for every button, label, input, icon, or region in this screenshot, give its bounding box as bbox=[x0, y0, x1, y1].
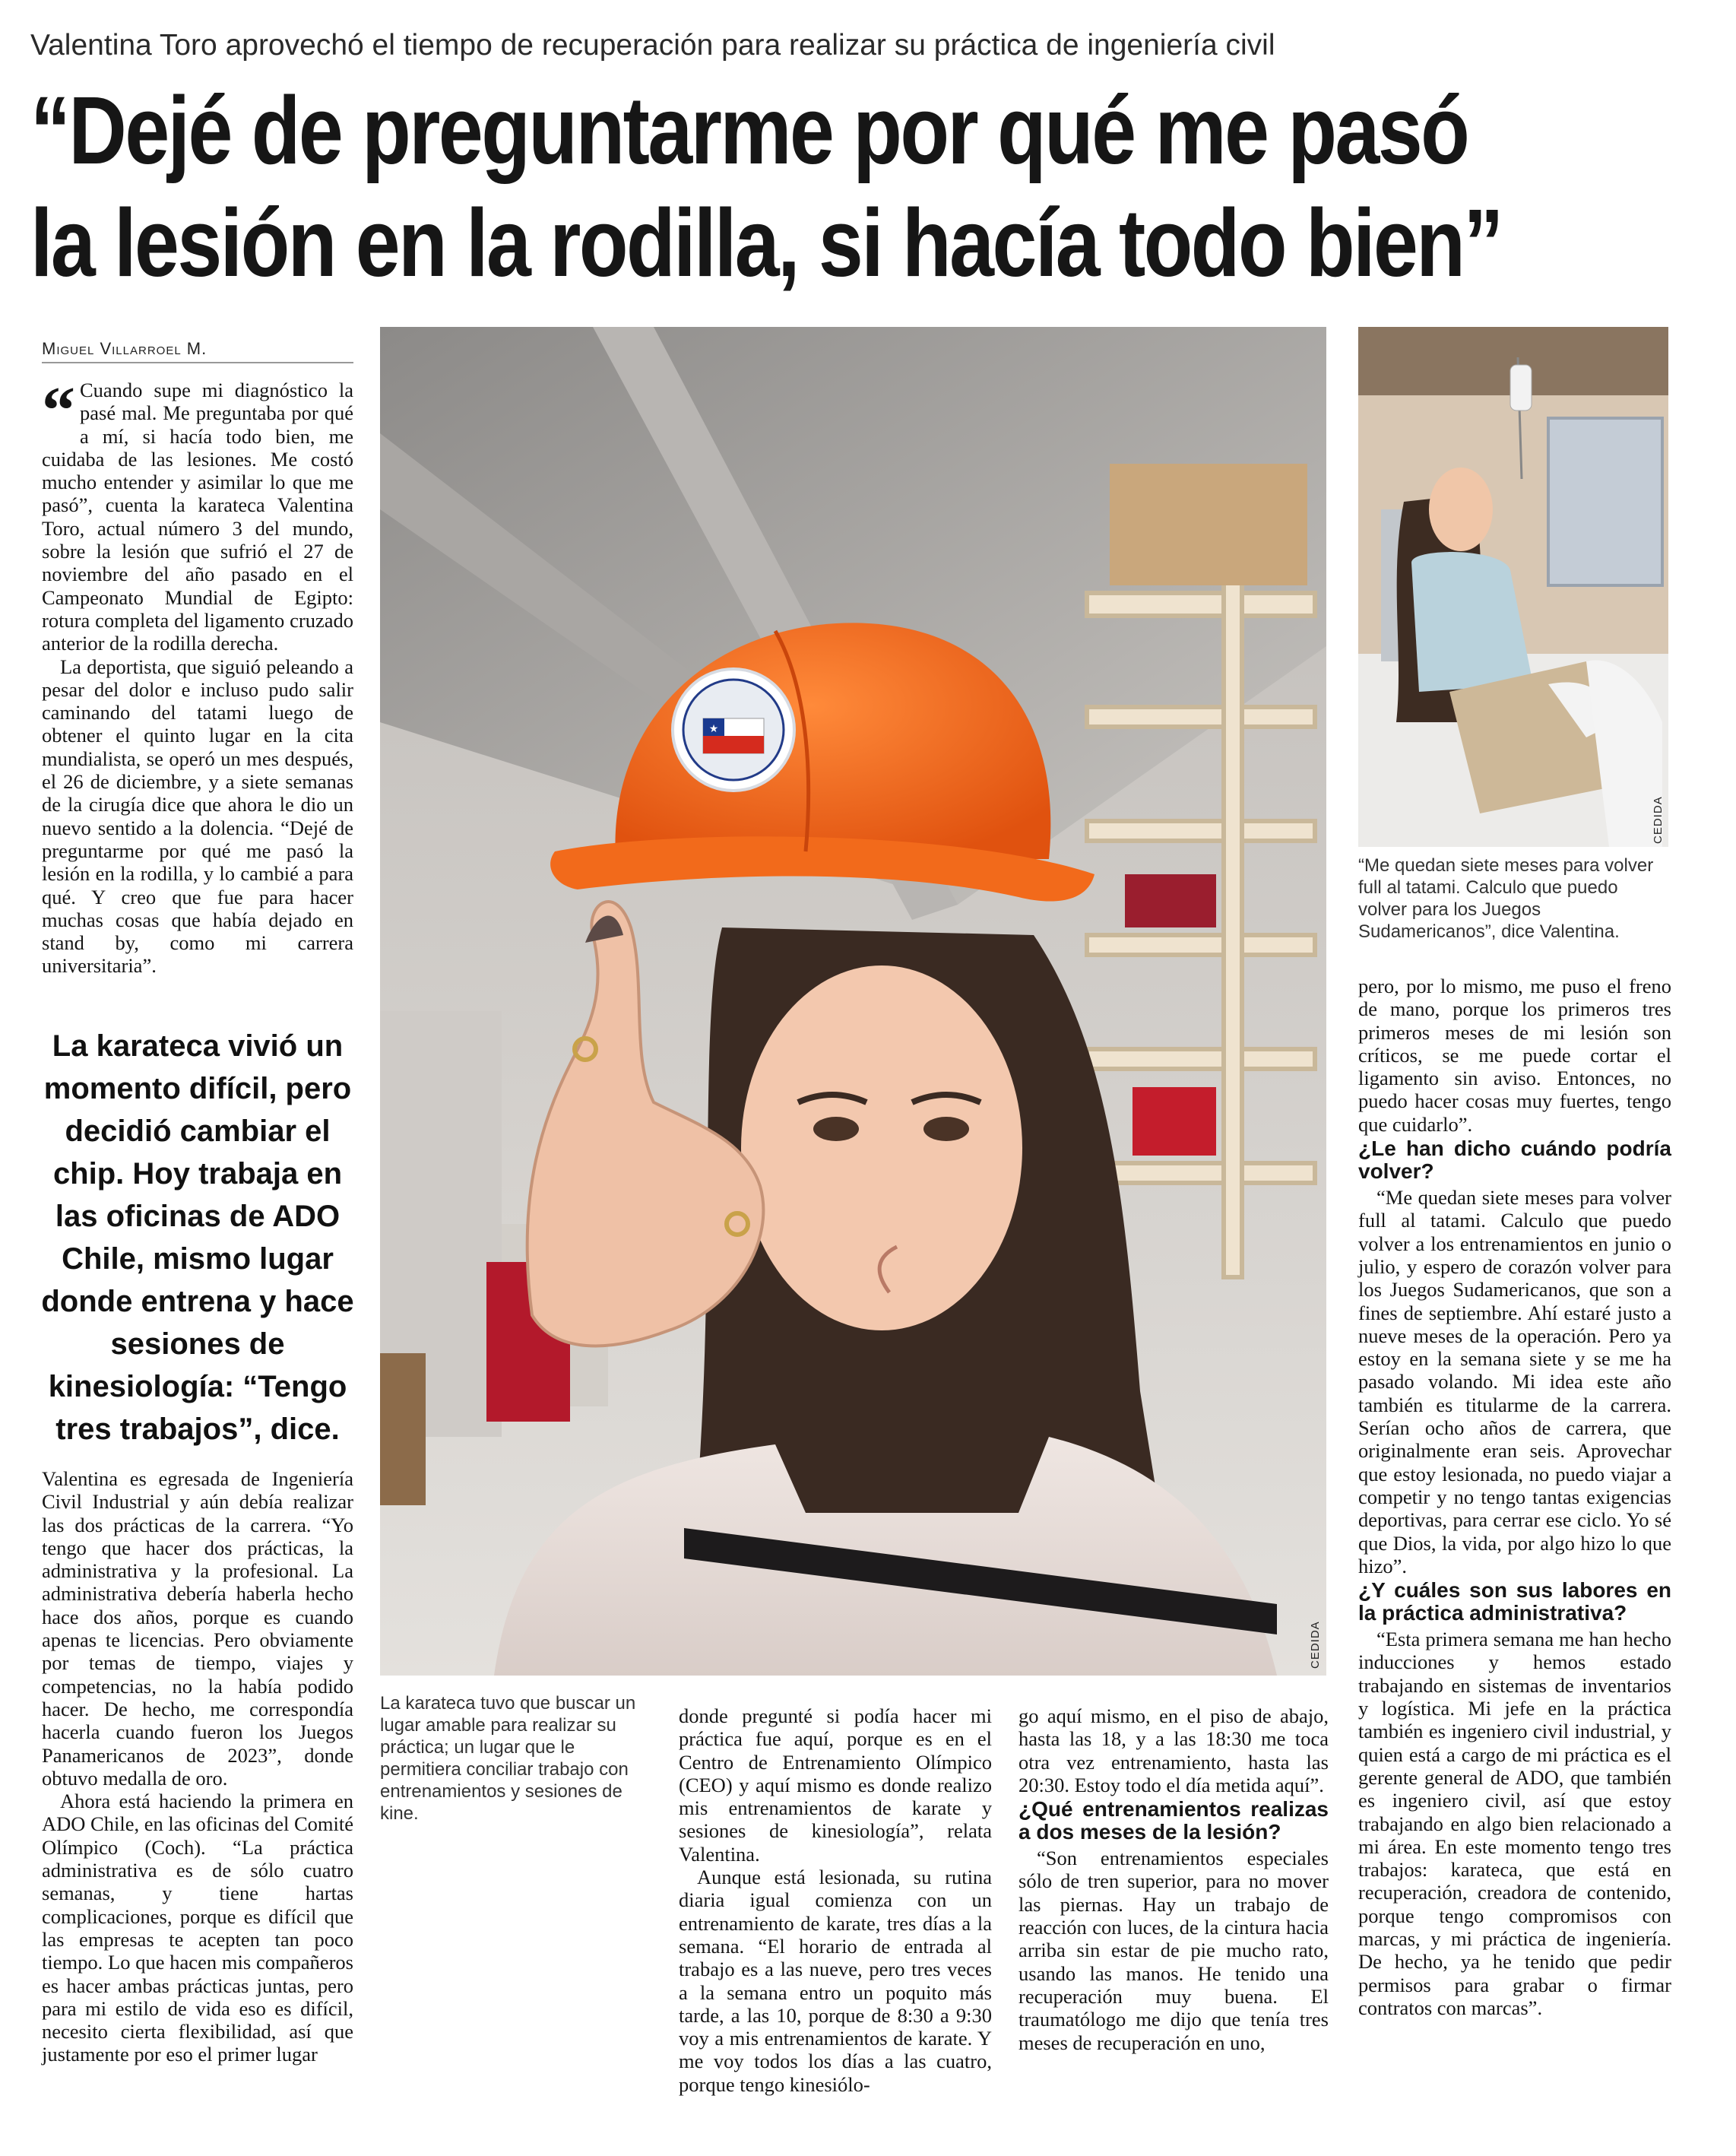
paragraph: “Son entrenamientos especiales sólo de tren superior, para no mover las piernas. Hay un trabajo de reacción con luces, de la cintura hacia arriba sin estar de pie mucho rato, usando las manos. He tenido una recuperación muy buena. El traumatólogo me dijo que tenía tres meses de recuperación en uno, bbox=[1018, 1847, 1329, 2054]
photo-credit: CEDIDA bbox=[1309, 1621, 1322, 1669]
headline bbox=[30, 75, 1502, 300]
paragraph: go aquí mismo, en el piso de abajo, hasta las 18, y a las 18:30 me toca otra vez entrenamiento, hasta las 20:30. Estoy todo el día metida aquí”. bbox=[1018, 1704, 1329, 1796]
byline-rule bbox=[42, 362, 353, 363]
headline-line-2: la lesión en la rodilla, si hacía todo bien” bbox=[30, 189, 1502, 296]
paragraph: Aunque está lesionada, su rutina diaria igual comienza con un entrenamiento de karate, tres días a la semana. “El horario de entrada al trabajo es a las nueve, pero tres veces a la semana entro un poquito más tarde, a las 10, porque de 8:30 a 9:30 voy a mis entrenamientos de karate. Y me voy todos los días a las cuatro, porque tengo kinesiólo- bbox=[679, 1866, 992, 2096]
paragraph: La deportista, que siguió peleando a pesar del dolor e incluso pudo salir caminando del tatami luego de obtener el quinto lugar en la cita mundialista, se operó un mes después, el 26 de diciembre, y a siete semanas de la cirugía dice que ahora le dio un nuevo sentido a la dolencia. “Dejé de preguntarme por qué me pasó la lesión en la rodilla, y lo cambié a para qué. Y creo que fue para hacer muchas cosas que había dejado en stand by, como mi carrera universitaria”. bbox=[42, 655, 353, 978]
paragraph: “Esta primera semana me han hecho inducciones y hemos estado trabajando en sistemas de inventarios y logística. Mi jefe en la práctica también es ingeniero civil industrial, y quien está a cargo de mi práctica es el gerente general de ADO, que también es ingeniero civil, así que estoy trabajando en algo bien relacionado a mi área. En este momento tengo tres trabajos: karateca, que está en recuperación, creadora de contenido, porque tengo compromisos con marcas, y mi práctica de ingeniería. De hecho, ya he tenido que pedir permisos para grabar o firmar contratos con marcas”. bbox=[1358, 1628, 1671, 2019]
drop-quote-mark: “ bbox=[42, 374, 75, 448]
column-1-top bbox=[42, 374, 353, 978]
side-photo-caption: “Me quedan siete meses para volver full al tatami. Calculo que puedo volver para los Juegos Sudamericanos”, dice Valentina. bbox=[1358, 855, 1654, 942]
main-photo-illustration bbox=[380, 327, 1326, 1676]
hospital-photo-illustration bbox=[1358, 327, 1668, 847]
kicker: Valentina Toro aprovechó el tiempo de recuperación para realizar su práctica de ingeniería civil bbox=[30, 29, 1275, 62]
paragraph: Cuando supe mi diagnóstico la pasé mal. Me preguntaba por qué a mí, si hacía todo bien, me cuidaba de las lesiones. Me costó mucho entender y asimilar lo que me pasó”, cuenta la karateca Valentina Toro, actual número 3 del mundo, sobre la lesión que sufrió el 27 de noviembre del año pasado en el Campeonato Mundial de Egipto: rotura completa del ligamento cruzado anterior de la rodilla derecha. bbox=[42, 379, 353, 655]
svg-text:★: ★ bbox=[708, 723, 719, 735]
pull-quote: La karateca vivió un momento difícil, pero decidió cambiar el chip. Hoy trabaja en las oficinas de ADO Chile, mismo lugar donde entrena y hace sesiones de kinesiología: “Tengo tres trabajos”, dice. bbox=[41, 1029, 354, 1446]
paragraph: Ahora está haciendo la primera en ADO Chile, en las oficinas del Comité Olímpico (Coch). “La práctica administrativa es de sólo cuatro semanas, y tiene hartas complicaciones, porque es difícil que las empresas te acepten tan poco tiempo. Lo que hacen mis compañeros es hacer ambas prácticas juntas, pero para mi estilo de vida eso es difícil, necesito cierta flexibilidad, así que justamente por eso el primer lugar bbox=[42, 1790, 353, 2066]
interview-question: ¿Y cuáles son sus labores en la práctica administrativa? bbox=[1358, 1578, 1671, 1625]
paragraph: “Me quedan siete meses para volver full al tatami. Calculo que puedo volver a los entrenamientos en junio o julio, y espero de corazón volver para los Juegos Sudamericanos, que son a fines de septiembre. Ahí estaré justo a nueve meses de la operación. Pero ya estoy en la semana siete y se me ha pasado volando. Mi idea este año también es titularme de la carrera. Serían ocho años de carrera, que originalmente eran seis. Aprovechar que estoy lesionada, no puedo viajar a competir y no tengo tantas exigencias deportivas, para cerrar ese ciclo. Yo sé que Dios, la vida, por algo hizo lo que hizo”. bbox=[1358, 1186, 1671, 1577]
side-photo-credit: CEDIDA bbox=[1652, 796, 1665, 844]
column-4 bbox=[1358, 975, 1671, 2019]
column-1-bottom bbox=[42, 1467, 353, 2066]
column-3 bbox=[1018, 1704, 1329, 2054]
hospital-photo bbox=[1358, 327, 1668, 847]
interview-question: ¿Qué entrenamientos realizas a dos meses de la lesión? bbox=[1018, 1797, 1329, 1844]
byline: Miguel Villarroel M. bbox=[42, 339, 207, 358]
paragraph: donde pregunté si podía hacer mi práctica fue aquí, porque es en el Centro de Entrenamiento Olímpico (CEO) y aquí mismo es donde realizo mis entrenamientos de karate y sesiones de kinesiología”, relata Valentina. bbox=[679, 1704, 992, 1866]
interview-question: ¿Le han dicho cuándo podría volver? bbox=[1358, 1137, 1671, 1184]
main-photo-caption: La karateca tuvo que buscar un lugar amable para realizar su práctica; un lugar que le permitiera conciliar trabajo con entrenamientos y sesiones de kine. bbox=[380, 1693, 636, 1824]
paragraph: pero, por lo mismo, me puso el freno de mano, porque los primeros tres primeros meses de mi lesión son críticos, se me puede cortar el ligamento sin aviso. Entonces, no puedo hacer cosas muy fuertes, tengo que cuidarlo”. bbox=[1358, 975, 1671, 1136]
paragraph: Valentina es egresada de Ingeniería Civil Industrial y aún debía realizar las dos prácticas de la carrera. “Yo tengo que hacer dos prácticas, la administrativa y la profesional. La administrativa debería haberla hecho hace dos años, porque es cuando apenas te licencias. Pero obviamente por temas de tiempo, viajes y competencias, no la había podido hacer. De hecho, me correspondía hacerla cuando fueron los Juegos Panamericanos de 2023”, donde obtuvo medalla de oro. bbox=[42, 1467, 353, 1790]
headline-line-1: “Dejé de preguntarme por qué me pasó bbox=[30, 77, 1468, 184]
column-2 bbox=[679, 1704, 992, 2096]
main-photo bbox=[380, 327, 1326, 1676]
